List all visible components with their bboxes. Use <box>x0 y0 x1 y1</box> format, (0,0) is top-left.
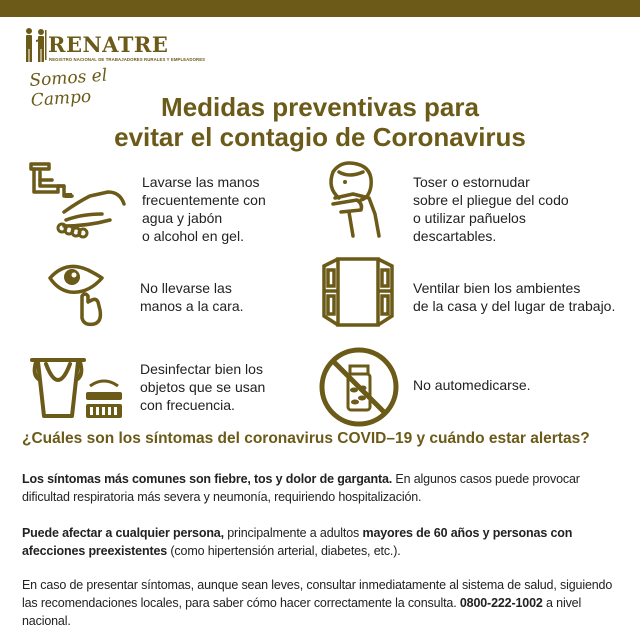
paragraph-risk-groups <box>22 524 620 560</box>
measure-2-line: Toser o estornudar <box>413 174 530 190</box>
no-medication-icon <box>318 346 400 428</box>
measure-5-line: objetos que se usan <box>140 379 266 395</box>
measure-4-line: de la casa y del lugar de trabajo. <box>413 298 616 314</box>
paragraph-symptoms <box>22 470 620 506</box>
measure-4-line: Ventilar bien los ambientes <box>413 280 581 296</box>
measure-1-text <box>142 173 266 245</box>
cough-elbow-icon <box>323 158 393 242</box>
symptoms-detail: En algunos casos puede provocar dificultad respiratoria más severa y neumonía, requiriendo hospitalización. <box>22 472 580 504</box>
measure-1-line: o alcohol en gel. <box>142 228 244 244</box>
measure-2-line: descartables. <box>413 228 497 244</box>
title-line-1: Medidas preventivas para <box>161 92 479 122</box>
eye-hand-icon <box>48 262 108 328</box>
measure-4-text <box>413 279 615 315</box>
risk-bold-2: mayores de 60 años y personas con afecciones preexistentes <box>22 526 573 558</box>
renatre-logo <box>22 26 206 111</box>
measure-2-line: sobre el pliegue del codo <box>413 192 569 208</box>
symptoms-bold: Los síntomas más comunes son fiebre, tos y dolor de garganta. <box>22 472 393 486</box>
measure-5-line: con frecuencia. <box>140 397 235 413</box>
measure-3-text <box>140 279 244 315</box>
risk-bold-1: Puede afectar a cualquier persona, <box>22 526 224 540</box>
measure-1-line: agua y jabón <box>142 210 223 226</box>
contact-text: En caso de presentar síntomas, aunque sean leves, consultar inmediatamente al sistema de salud, siguiendo las recomendaciones locales, para saber cómo hacer correctamente la consulta. <box>22 578 613 610</box>
risk-detail: (como hipertensión arterial, diabetes, etc.). <box>167 544 401 558</box>
logo-brand: RENATRE <box>48 32 169 57</box>
contact-end: a nivel nacional. <box>22 596 582 628</box>
hand-washing-icon <box>28 162 128 242</box>
title-line-2: evitar el contagio de Coronavirus <box>114 122 526 152</box>
measure-5-text <box>140 360 265 414</box>
measure-6-text <box>413 376 531 394</box>
measure-2-line: o utilizar pañuelos <box>413 210 526 226</box>
window-icon <box>320 256 396 328</box>
logo-slogan: Somos el Campo <box>28 65 108 111</box>
top-bar <box>0 0 640 17</box>
bucket-brush-icon <box>28 356 128 422</box>
hotline-number: 0800-222-1002 <box>459 596 543 610</box>
measure-6-line: No automedicarse. <box>413 377 531 393</box>
measure-5-line: Desinfectar bien los <box>140 361 263 377</box>
measure-3-line: No llevarse las <box>140 280 232 296</box>
logo-subtitle: REGISTRO NACIONAL DE TRABAJADORES RURALES Y EMPLEADORES <box>49 57 206 62</box>
page-title <box>0 92 640 152</box>
risk-mid: principalmente a adultos <box>223 526 363 540</box>
measure-2-text <box>413 173 569 245</box>
measure-3-line: manos a la cara. <box>140 298 244 314</box>
measure-1-line: frecuentemente con <box>142 192 266 208</box>
paragraph-contact <box>22 576 620 630</box>
measure-1-line: Lavarse las manos <box>142 174 260 190</box>
symptoms-question: ¿Cuáles son los síntomas del coronavirus COVID–19 y cuándo estar alertas? <box>22 430 590 447</box>
